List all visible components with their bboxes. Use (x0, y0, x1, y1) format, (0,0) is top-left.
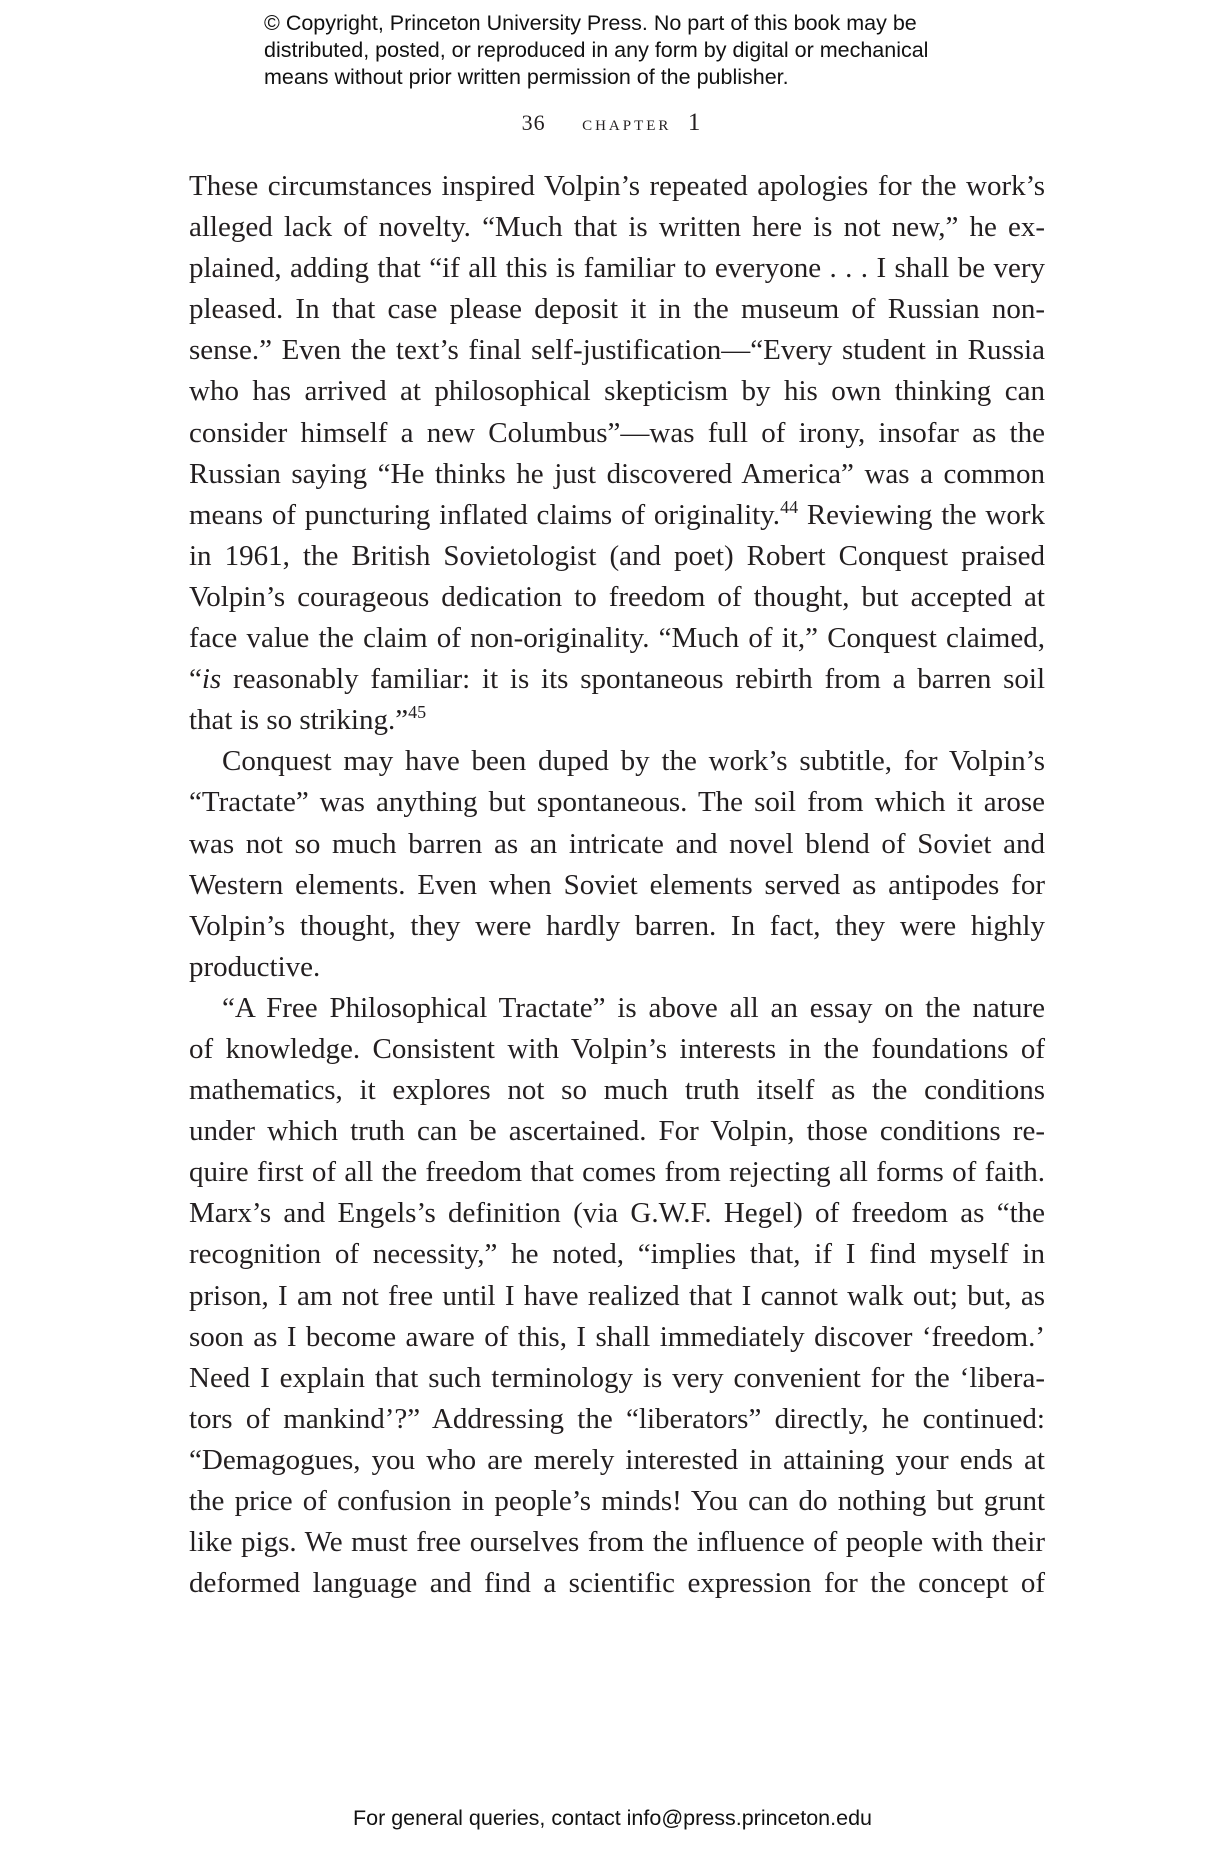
text-segment: means of puncturing inflated claims of originality. (189, 498, 781, 531)
text-line: recognition of necessity,” he noted, “implies that, if I find myself in (189, 1238, 1045, 1271)
copyright-notice (264, 10, 984, 91)
text-line: These circumstances inspired Volpin’s repeated apologies for the work’s (189, 170, 1045, 202)
running-head (0, 109, 1225, 137)
text-line (189, 700, 1045, 741)
text-line: was not so much barren as an intricate and novel blend of Soviet and (189, 827, 1045, 860)
text-line: “A Free Philosophical Tractate” is above all an essay on the nature (222, 991, 1045, 1024)
text-line: in 1961, the British Sovietologist (and poet) Robert Conquest praised (189, 539, 1045, 572)
text-line: Russian saying “He thinks he just discovered America” was a common (189, 457, 1045, 490)
text-line: alleged lack of novelty. “Much that is written here is not new,” he ex- (189, 211, 1045, 244)
text-line: “Tractate” was anything but spontaneous. The soil from which it arose (189, 786, 1045, 819)
footnote-ref-45: 45 (408, 702, 427, 723)
copyright-line: distributed, posted, or reproduced in any form by digital or mechanical (264, 38, 929, 62)
text-line: the price of confusion in people’s minds! You can do nothing but grunt (189, 1485, 1045, 1517)
text-line: plained, adding that “if all this is familiar to everyone . . . I shall be very (189, 252, 1045, 285)
text-line: who has arrived at philosophical skepticism by his own thinking can (189, 375, 1045, 408)
text-segment: reasonably familiar: it is its spontaneous rebirth from a barren soil (221, 663, 1045, 696)
footnote-ref-44: 44 (780, 496, 799, 517)
text-line: like pigs. We must free ourselves from the influence of people with their (189, 1526, 1045, 1559)
text-line (189, 495, 1045, 536)
text-line: Conquest may have been duped by the work’s subtitle, for Volpin’s (222, 745, 1045, 778)
text-segment: Reviewing the work (798, 498, 1046, 531)
footer-contact: For general queries, contact info@press.princeton.edu (352, 1806, 872, 1830)
chapter-number: 1 (687, 109, 704, 136)
text-line: quire first of all the freedom that comes from rejecting all forms of faith. (189, 1156, 1045, 1189)
text-line: sense.” Even the text’s final self-justification—“Every student in Russia (189, 334, 1045, 367)
text-line: consider himself a new Columbus”—was full of irony, insofar as the (189, 416, 1045, 449)
text-line: Volpin’s thought, they were hardly barren. In fact, they were highly (189, 909, 1045, 942)
copyright-line: means without prior written permission of the publisher. (264, 65, 789, 89)
page-number: 36 (521, 110, 546, 135)
text-line: deformed language and find a scientific expression for the concept of (189, 1567, 1045, 1600)
text-line: under which truth can be ascertained. For Volpin, those conditions re- (189, 1115, 1045, 1148)
text-line: soon as I become aware of this, I shall immediately discover ‘freedom.’ (189, 1320, 1045, 1353)
text-line: productive. (189, 950, 321, 983)
text-line: prison, I am not free until I have realized that I cannot walk out; but, as (189, 1279, 1045, 1312)
emphasis: is (201, 663, 222, 696)
text-line: Need I explain that such terminology is very convenient for the ‘libera- (189, 1361, 1045, 1394)
text-line: Western elements. Even when Soviet elements served as antipodes for (189, 868, 1045, 901)
text-line: tors of mankind’?” Addressing the “liberators” directly, he continued: (189, 1402, 1045, 1435)
text-line (189, 659, 1045, 700)
chapter-label: chapter (582, 110, 672, 135)
text-line: mathematics, it explores not so much truth itself as the conditions (189, 1074, 1045, 1107)
text-line: Marx’s and Engels’s definition (via G.W.F. Hegel) of freedom as “the (189, 1197, 1045, 1230)
text-segment: “ (189, 663, 202, 696)
text-line: pleased. In that case please deposit it in the museum of Russian non- (189, 293, 1045, 326)
text-line: “Demagogues, you who are merely interested in attaining your ends at (189, 1443, 1045, 1476)
text-line: face value the claim of non-originality. “Much of it,” Conquest claimed, (189, 622, 1045, 655)
text-line: Volpin’s courageous dedication to freedom of thought, but accepted at (189, 580, 1045, 613)
copyright-line: © Copyright, Princeton University Press. No part of this book may be (264, 11, 917, 35)
text-line: of knowledge. Consistent with Volpin’s interests in the foundations of (189, 1032, 1045, 1065)
body-text (189, 166, 1045, 1604)
text-segment: that is so striking.” (189, 704, 409, 737)
